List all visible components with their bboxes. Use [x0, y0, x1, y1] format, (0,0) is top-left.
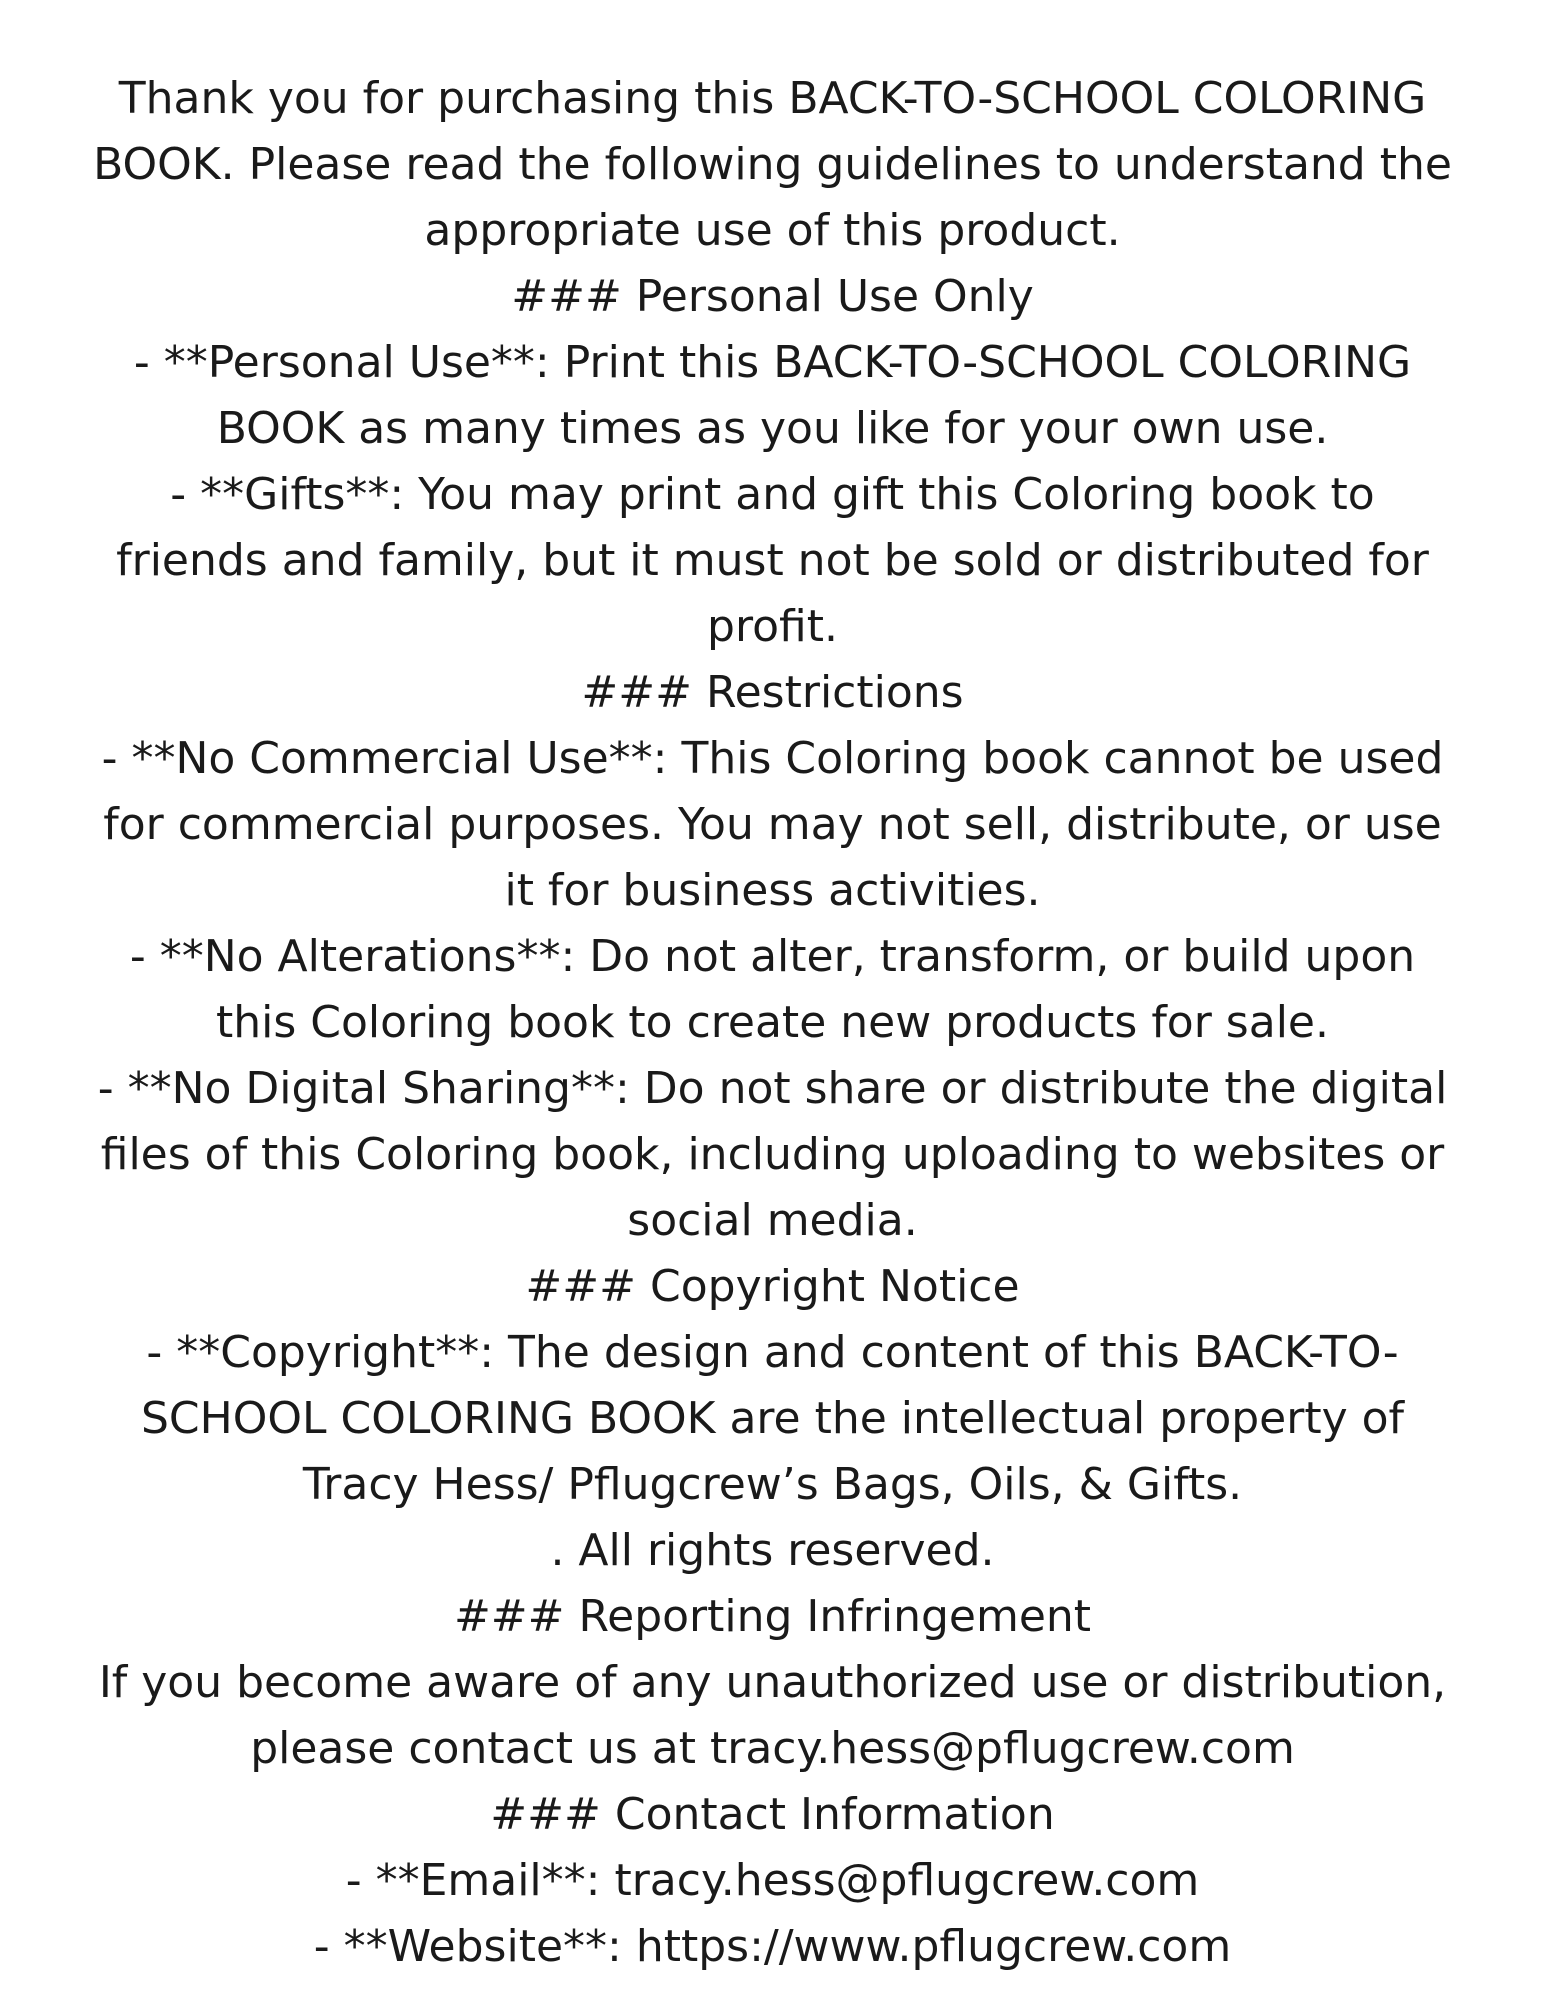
gifts-item: profit. [707, 601, 838, 652]
personal-use-section [0, 264, 1545, 660]
section-heading: ### Contact Information [490, 1789, 1055, 1840]
intro-line: Thank you for purchasing this BACK-TO-SCHOOL COLORING [118, 73, 1427, 124]
reporting-section [0, 1584, 1545, 1782]
contact-section [0, 1782, 1545, 1980]
copyright-item: - **Copyright**: The design and content of this BACK-TO- [146, 1327, 1399, 1378]
copyright-section [0, 1254, 1545, 1584]
no-commercial-item: for commercial purposes. You may not sell, distribute, or use [103, 799, 1442, 850]
no-digital-sharing-item: - **No Digital Sharing**: Do not share or distribute the digital [97, 1063, 1448, 1114]
no-digital-sharing-item: files of this Coloring book, including uploading to websites or [100, 1129, 1445, 1180]
intro-section [0, 66, 1545, 264]
no-alterations-item: - **No Alterations**: Do not alter, transform, or build upon [129, 931, 1416, 982]
contact-website: - **Website**: https://www.pflugcrew.com [313, 1921, 1232, 1972]
no-commercial-item: it for business activities. [504, 865, 1041, 916]
copyright-item: . All rights reserved. [550, 1525, 995, 1576]
section-heading: ### Restrictions [581, 667, 964, 718]
intro-line: BOOK. Please read the following guidelines to understand the [93, 139, 1452, 190]
personal-use-item: BOOK as many times as you like for your own use. [216, 403, 1329, 454]
reporting-text: please contact us at tracy.hess@pflugcrew.com [250, 1723, 1295, 1774]
restrictions-section [0, 660, 1545, 1254]
reporting-text: If you become aware of any unauthorized use or distribution, [98, 1657, 1447, 1708]
no-commercial-item: - **No Commercial Use**: This Coloring book cannot be used [101, 733, 1444, 784]
no-alterations-item: this Coloring book to create new products for sale. [216, 997, 1329, 1048]
contact-email: - **Email**: tracy.hess@pflugcrew.com [345, 1855, 1200, 1906]
personal-use-item: - **Personal Use**: Print this BACK-TO-SCHOOL COLORING [133, 337, 1412, 388]
copyright-item: SCHOOL COLORING BOOK are the intellectual property of [140, 1393, 1405, 1444]
intro-line: appropriate use of this product. [424, 205, 1121, 256]
gifts-item: - **Gifts**: You may print and gift this Coloring book to [170, 469, 1375, 520]
no-digital-sharing-item: social media. [627, 1195, 918, 1246]
copyright-item: Tracy Hess/ Pflugcrew’s Bags, Oils, & Gifts. [302, 1459, 1243, 1510]
section-heading: ### Personal Use Only [511, 271, 1034, 322]
section-heading: ### Reporting Infringement [453, 1591, 1092, 1642]
gifts-item: friends and family, but it must not be sold or distributed for [116, 535, 1429, 586]
section-heading: ### Copyright Notice [525, 1261, 1020, 1312]
